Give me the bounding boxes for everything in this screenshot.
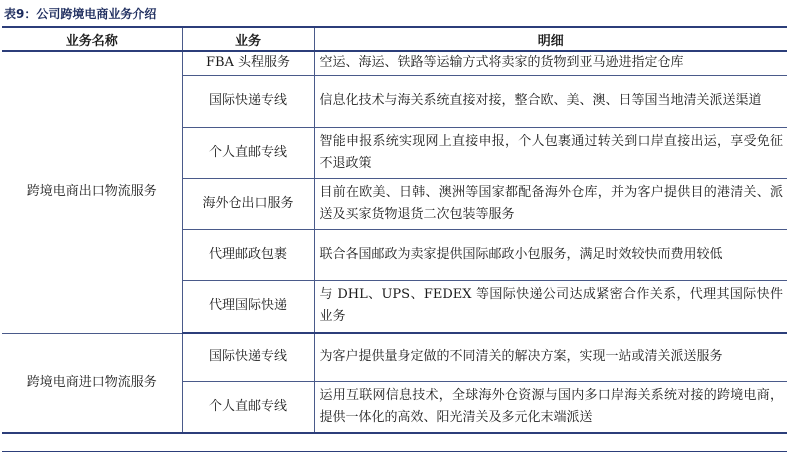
detail-cell: 运用互联网信息技术，全球海外仓资源与国内多口岸海关系统对接的跨境电商，提供一体化的高效、阳光清关及多元化末端派送 [314,381,787,433]
business-cell: 个人直邮专线 [182,127,314,178]
detail-cell: 空运、海运、铁路等运输方式将卖家的货物到亚马逊进指定仓库 [314,51,787,75]
detail-cell: 信息化技术与海关系统直接对接，整合欧、美、澳、日等国当地清关派送渠道 [314,75,787,127]
business-cell: 国际快递专线 [182,333,314,381]
header-row [2,27,787,51]
detail-cell: 联合各国邮政为卖家提供国际邮政小包服务，满足时效较快而费用较低 [314,229,787,280]
business-table [2,26,787,434]
business-cell: FBA 头程服务 [182,51,314,75]
business-cell: 代理邮政包裹 [182,229,314,280]
detail-cell: 为客户提供量身定做的不同清关的解决方案，实现一站或清关派送服务 [314,333,787,381]
detail-cell: 与 DHL、UPS、FEDEX 等国际快递公司达成紧密合作关系，代理其国际快件业务 [314,280,787,333]
table-row [2,51,787,75]
category-cell-import: 跨境电商进口物流服务 [2,333,182,433]
business-cell: 海外仓出口服务 [182,178,314,229]
business-cell: 个人直邮专线 [182,381,314,433]
header-business: 业务 [182,27,314,51]
header-category: 业务名称 [2,27,182,51]
detail-cell: 智能申报系统实现网上直接申报，个人包裹通过转关到口岸直接出运，享受免征不退政策 [314,127,787,178]
table-caption: 表9：公司跨境电商业务介绍 [4,7,157,21]
detail-cell: 目前在欧美、日韩、澳洲等国家都配备海外仓库，并为客户提供目的港清关、派送及买家货物退货二次包装等服务 [314,178,787,229]
business-cell: 国际快递专线 [182,75,314,127]
bottom-rule [2,451,787,452]
header-detail: 明细 [314,27,787,51]
business-cell: 代理国际快递 [182,280,314,333]
category-cell-export: 跨境电商出口物流服务 [2,51,182,333]
table-row [2,333,787,381]
